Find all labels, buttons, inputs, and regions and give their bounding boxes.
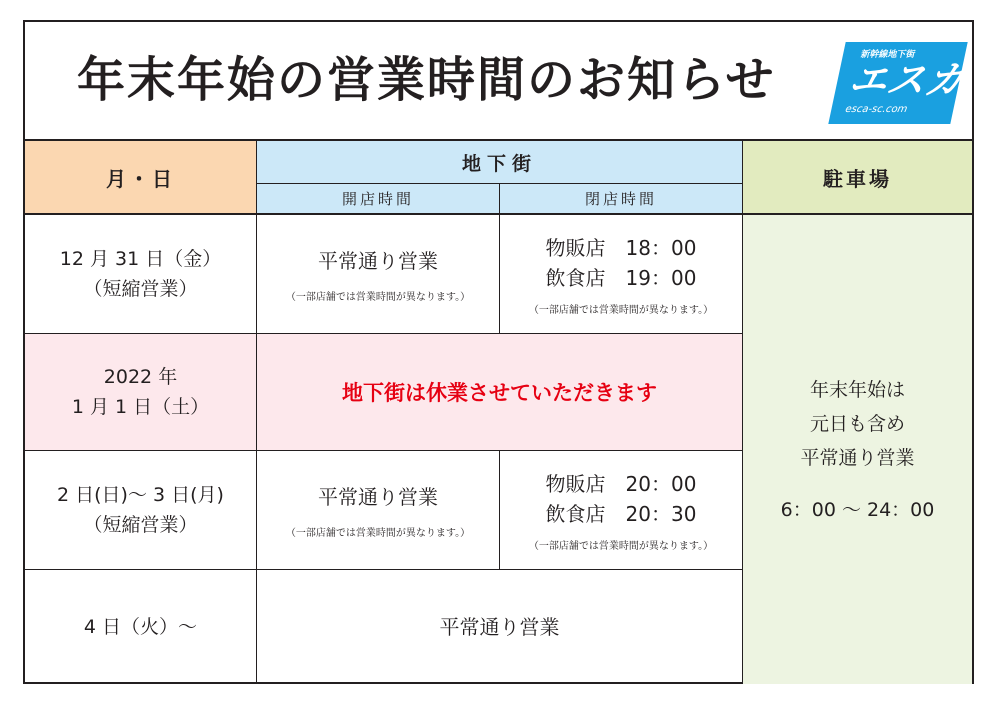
closing-time-dec-31 — [500, 215, 743, 334]
parking-hours-cell — [743, 215, 972, 684]
date-line: 4 日（火）～ — [83, 616, 198, 638]
date-line: 2 日(日)～ 3 日(月) — [57, 484, 224, 506]
page-title: 年末年始の営業時間のお知らせ — [77, 52, 776, 108]
closed-message: 地下街は休業させていただきます — [342, 381, 657, 405]
date-note: （短縮営業） — [83, 514, 198, 536]
normal-hours-text: 平常通り営業 — [439, 615, 560, 639]
date-cell-jan-1 — [25, 334, 257, 451]
parking-line-1: 年末年始は — [809, 378, 905, 401]
normal-hours-text: 平常通り営業 — [318, 248, 438, 273]
date-cell-jan-2-3 — [25, 451, 257, 570]
store-variance-note: （一部店舗では営業時間が異なります。） — [528, 540, 714, 552]
store-variance-note: （一部店舗では営業時間が異なります。） — [285, 291, 471, 303]
date-note: （短縮営業） — [83, 278, 198, 300]
date-cell-jan-4 — [25, 570, 257, 684]
normal-hours-cell — [257, 570, 743, 684]
esca-logo — [828, 42, 967, 124]
closing-time-jan-2-3 — [500, 451, 743, 570]
underground-column-header: 地下街 — [257, 141, 743, 184]
date-year: 2022 年 — [103, 366, 178, 388]
restaurant-closing-time: 飲食店 20：30 — [545, 501, 697, 526]
date-column-header: 月・日 — [25, 141, 257, 215]
opening-time-jan-2-3 — [257, 451, 500, 570]
parking-hours: 6：00 ～ 24：00 — [780, 498, 935, 521]
parking-line-2: 元日も含め — [809, 412, 905, 435]
notice-frame — [23, 20, 974, 684]
closed-notice-cell — [257, 334, 743, 451]
opening-time-dec-31 — [257, 215, 500, 334]
store-variance-note: （一部店舗では営業時間が異なります。） — [285, 527, 471, 539]
logo-subtitle: 新幹線地下街 — [859, 50, 917, 60]
parking-line-3: 平常通り営業 — [800, 446, 915, 469]
date-line: 12 月 31 日（金） — [59, 248, 222, 270]
closing-time-header: 閉店時間 — [500, 184, 743, 215]
retail-closing-time: 物販店 18：00 — [545, 235, 697, 260]
retail-closing-time: 物販店 20：00 — [545, 471, 697, 496]
logo-wordmark: エスカ — [844, 58, 969, 102]
date-cell-dec-31 — [25, 215, 257, 334]
opening-time-header: 開店時間 — [257, 184, 500, 215]
logo-url: esca-sc.com — [844, 104, 909, 115]
parking-column-header: 駐車場 — [743, 141, 972, 215]
normal-hours-text: 平常通り営業 — [318, 484, 438, 509]
date-line: 1 月 1 日（土） — [71, 396, 210, 418]
title-area — [25, 22, 972, 141]
restaurant-closing-time: 飲食店 19：00 — [545, 265, 697, 290]
store-variance-note: （一部店舗では営業時間が異なります。） — [528, 304, 714, 316]
